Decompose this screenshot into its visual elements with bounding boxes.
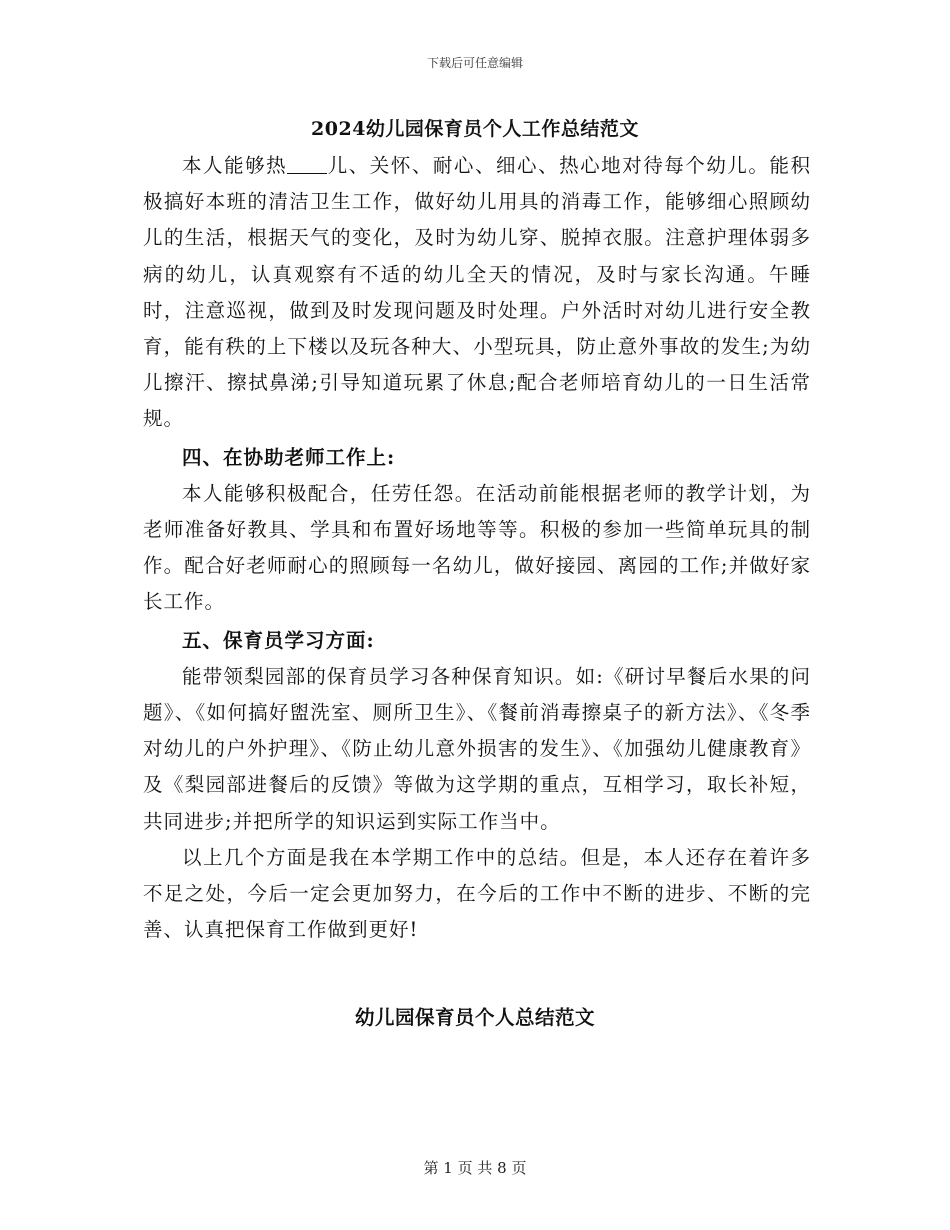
paragraph-assist-teacher: 本人能够积极配合，任劳任怨。在活动前能根据老师的教学计划，为老师准备好教具、学具和布置好场地等等。积极的参加一些简单玩具的制作。配合好老师耐心的照顾每一名幼儿，做好接园、离园的工作;并做好家长工作。 xyxy=(143,481,811,614)
fill-in-blank xyxy=(287,155,327,174)
paragraph-daily-care-start: 本人能够热 xyxy=(182,154,288,177)
document-title: 2024幼儿园保育员个人工作总结范文 xyxy=(311,118,639,140)
next-document-title: 幼儿园保育员个人总结范文 xyxy=(354,1006,595,1029)
page-header-note: 下载后可任意编辑 xyxy=(426,56,523,70)
document-body xyxy=(143,148,811,948)
page-number: 第 1 页 共 8 页 xyxy=(423,1159,527,1177)
section-heading-learning: 五、保育员学习方面: xyxy=(182,628,375,652)
section-heading-assist-teacher: 四、在协助老师工作上: xyxy=(182,445,396,469)
paragraph-daily-care xyxy=(143,148,811,438)
paragraph-conclusion: 以上几个方面是我在本学期工作中的总结。但是，本人还存在着许多不足之处，今后一定会更加努力，在今后的工作中不断的进步、不断的完善、认真把保育工作做到更好! xyxy=(143,845,811,942)
paragraph-daily-care-rest: 儿、关怀、耐心、细心、热心地对待每个幼儿。能积极搞好本班的清洁卫生工作，做好幼儿用具的消毒工作，能够细心照顾幼儿的生活，根据天气的变化，及时为幼儿穿、脱掉衣服。注意护理体弱多病的幼儿，认真观察有不适的幼儿全天的情况，及时与家长沟通。午睡时，注意巡视，做到及时发现问题及时处理。户外活时对幼儿进行安全教育，能有秩的上下楼以及玩各种大、小型玩具，防止意外事故的发生;为幼儿擦汗、擦拭鼻涕;引导知道玩累了休息;配合老师培育幼儿的一日生活常规。 xyxy=(143,154,811,431)
paragraph-learning: 能带领梨园部的保育员学习各种保育知识。如:《研讨早餐后水果的问题》、《如何搞好盥洗室、厕所卫生》、《餐前消毒擦桌子的新方法》、《冬季对幼儿的户外护理》、《防止幼儿意外损害的发生》、《加强幼儿健康教育》及《梨园部进餐后的反馈》等做为这学期的重点，互相学习，取长补短，共同进步;并把所学的知识运到实际工作当中。 xyxy=(143,664,811,833)
